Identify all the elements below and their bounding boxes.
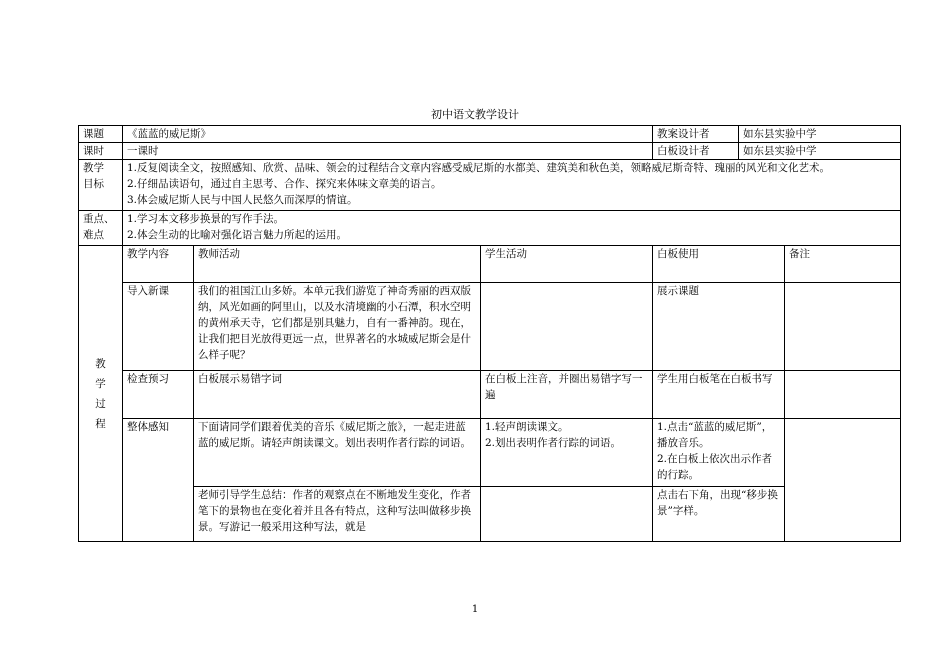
column-header-student: 学生活动: [481, 246, 653, 283]
table-row-goals: [79, 160, 901, 211]
row-student-preview: 在白板上注音，并圈出易错字写一遍: [481, 371, 653, 419]
row-board-summary: 点击右下角，出现“移步换景”字样。: [653, 487, 785, 542]
table-row-period: [79, 143, 901, 160]
designer-value: 如东县实验中学: [739, 126, 901, 143]
row-teacher-summary: 老师引导学生总结：作者的观察点在不断地发生变化，作者笔下的景物也在变化着并且各有特点，这种写法叫做移步换景。写游记一般采用这种写法，就是: [194, 487, 481, 542]
table-row-topic: [79, 126, 901, 143]
key-points-label: 重点、 难点: [79, 211, 123, 246]
column-header-board: 白板使用: [653, 246, 785, 283]
period-value: 一课时: [123, 143, 653, 160]
topic-value: 《蓝蓝的威尼斯》: [123, 126, 653, 143]
student-item: 2.划出表明作者行踪的词语。: [485, 437, 622, 449]
row-note-preview: [785, 371, 901, 419]
student-item: 1.轻声朗读课文。: [485, 421, 569, 433]
lesson-plan-table: [78, 125, 901, 542]
goal-item: 1.反复阅读全文，按照感知、欣赏、品味、领会的过程结合文章内容感受威尼斯的水都美、建筑美和秋色美，领略威尼斯奇特、瑰丽的风光和文化艺术。: [127, 162, 831, 174]
designer-label: 教案设计者: [653, 126, 739, 143]
row-board-intro: 展示课题: [653, 283, 785, 371]
document-title: 初中语文教学设计: [431, 108, 519, 121]
column-header-content: 教学内容: [123, 246, 194, 283]
row-content-preview: 检查预习: [123, 371, 194, 419]
board-designer-label: 白板设计者: [653, 143, 739, 160]
column-header-teacher: 教师活动: [194, 246, 481, 283]
page-number: 1: [471, 604, 479, 615]
row-teacher-preview: 白板展示易错字词: [194, 371, 481, 419]
goals-label: 教学 目标: [79, 160, 123, 211]
goal-item: 2.仔细品读语句，通过自主思考、合作、探究来体味文章美的语言。: [127, 178, 442, 190]
table-row: [79, 371, 901, 419]
board-designer-value: 如东县实验中学: [739, 143, 901, 160]
row-content-overall: 整体感知: [123, 419, 194, 542]
process-label: 教 学 过 程: [79, 246, 123, 542]
column-header-note: 备注: [785, 246, 901, 283]
board-item: 2.在白板上依次出示作者的行踪。: [657, 453, 773, 481]
goals-content: [123, 160, 901, 211]
table-row: [79, 487, 901, 542]
period-label: 课时: [79, 143, 123, 160]
board-item: 1.点击“蓝蓝的威尼斯”，播放音乐。: [657, 421, 773, 449]
row-board-overall: [653, 419, 785, 487]
row-student-summary: [481, 487, 653, 542]
row-teacher-intro: 我们的祖国江山多娇。本单元我们游览了神奇秀丽的西双版纳，风光如画的阿里山，以及水清境幽的小石潭，积水空明的黄州承天寺，它们都是别具魅力，自有一番神韵。现在，让我们把目光放得更远一点，世界著名的水城威尼斯会是什么样子呢？: [194, 283, 481, 371]
row-note-overall: [785, 419, 901, 542]
key-point-item: 1.学习本文移步换景的写作手法。: [127, 213, 285, 225]
table-row-process-header: [79, 246, 901, 283]
table-row-key-points: [79, 211, 901, 246]
row-teacher-overall: 下面请同学们跟着优美的音乐《威尼斯之旅》，一起走进蓝蓝的威尼斯。请轻声朗读课文。划出表明作者行踪的词语。: [194, 419, 481, 487]
key-points-content: [123, 211, 901, 246]
key-point-item: 2.体会生动的比喻对强化语言魅力所起的运用。: [127, 229, 348, 241]
row-board-preview: 学生用白板笔在白板书写: [653, 371, 785, 419]
row-note-intro: [785, 283, 901, 371]
table-row: [79, 283, 901, 371]
row-student-intro: [481, 283, 653, 371]
topic-label: 课题: [79, 126, 123, 143]
row-student-overall: [481, 419, 653, 487]
table-row: [79, 419, 901, 487]
goal-item: 3.体会威尼斯人民与中国人民悠久而深厚的情谊。: [127, 194, 358, 206]
row-content-intro: 导入新课: [123, 283, 194, 371]
